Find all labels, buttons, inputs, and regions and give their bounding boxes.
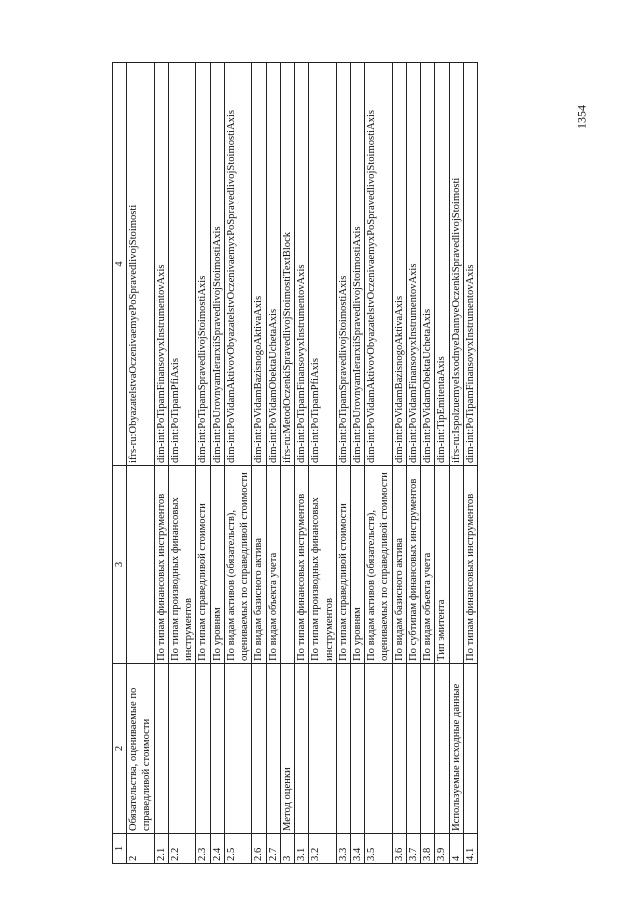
table-row	[295, 63, 309, 864]
table-row	[365, 63, 392, 864]
dimension-cell	[127, 466, 154, 664]
item-name-cell	[463, 664, 477, 834]
row-number-cell: 3.5	[365, 834, 392, 864]
element-code-cell: dim-int:PoTipamPfiAxis	[309, 63, 336, 466]
row-number-cell: 2	[127, 834, 154, 864]
table-row	[252, 63, 266, 864]
element-code-cell: dim-int:PoVidamFinansovyxInstrumentovAxis	[406, 63, 420, 466]
dimension-cell: По уровням	[350, 466, 364, 664]
row-number-cell: 3.6	[392, 834, 406, 864]
dimension-cell: По типам справедливой стоимости	[196, 466, 210, 664]
element-code-cell: dim-int:PoVidamObektaUchetaAxis	[421, 63, 435, 466]
table-row	[127, 63, 154, 864]
row-number-cell: 2.5	[224, 834, 251, 864]
row-number-cell: 3.7	[406, 834, 420, 864]
table-row	[435, 63, 449, 864]
table-row	[196, 63, 210, 864]
element-code-cell: dim-int:PoTipamFinansovyxInstrumentovAxis	[295, 63, 309, 466]
column-header: 4	[113, 63, 127, 466]
element-code-cell: dim-int:PoVidamAktivovObyazatelstvOczenivaemyxPoSpravedlivojStoimostiAxis	[224, 63, 251, 466]
dimension-cell: По типам финансовых инструментов	[154, 466, 168, 664]
row-number-cell: 4	[449, 834, 463, 864]
row-number-cell: 3	[280, 834, 294, 864]
element-code-cell: dim-int:PoVidamBazisnogoAktivaAxis	[252, 63, 266, 466]
element-code-cell: dim-int:PoTipamPfiAxis	[168, 63, 195, 466]
item-name-cell: Обязательства, оцениваемые по справедливой стоимости	[127, 664, 154, 834]
column-header: 1	[113, 834, 127, 864]
item-name-cell	[406, 664, 420, 834]
table-row	[168, 63, 195, 864]
dimension-cell: По видам активов (обязательств), оцениваемых по справедливой стоимости	[365, 466, 392, 664]
dimension-cell: По типам справедливой стоимости	[336, 466, 350, 664]
item-name-cell	[435, 664, 449, 834]
row-number-cell: 2.2	[168, 834, 195, 864]
row-number-cell: 3.9	[435, 834, 449, 864]
item-name-cell	[252, 664, 266, 834]
item-name-cell	[154, 664, 168, 834]
item-name-cell	[210, 664, 224, 834]
row-number-cell: 3.4	[350, 834, 364, 864]
rotated-table-frame	[112, 62, 554, 864]
item-name-cell	[224, 664, 251, 834]
table-row	[406, 63, 420, 864]
dimension-cell	[449, 466, 463, 664]
dimension-cell: По типам производных финансовых инструментов	[309, 466, 336, 664]
table-row	[280, 63, 294, 864]
row-number-cell: 3.1	[295, 834, 309, 864]
item-name-cell	[365, 664, 392, 834]
page-number	[572, 72, 592, 162]
element-code-cell: ifrs-ru:ObyazatelstvaOczenivaemyePoSpravedlivojStoimosti	[127, 63, 154, 466]
item-name-cell	[295, 664, 309, 834]
element-code-cell: dim-int:PoUrovnyamIerarxiiSpravedlivojStoimostiAxis	[350, 63, 364, 466]
table-row	[336, 63, 350, 864]
item-name-cell: Используемые исходные данные	[449, 664, 463, 834]
dimension-cell: По субтипам финансовых инструментов	[406, 466, 420, 664]
table-row	[210, 63, 224, 864]
row-number-cell: 2.4	[210, 834, 224, 864]
table-header-row	[113, 63, 127, 864]
item-name-cell	[421, 664, 435, 834]
table-row	[224, 63, 251, 864]
row-number-cell: 3.8	[421, 834, 435, 864]
table-row	[421, 63, 435, 864]
element-code-cell: ifrs-ru:IspolzuemyeIsxodnyeDannyeOczenkiSpravedlivojStoimosti	[449, 63, 463, 466]
column-header: 3	[113, 466, 127, 664]
item-name-cell	[309, 664, 336, 834]
dimension-cell: По видам объекта учета	[266, 466, 280, 664]
element-code-cell: dim-int:PoTipamSpravedlivojStoimostiAxis	[336, 63, 350, 466]
element-code-cell: dim-int:PoTipamSpravedlivojStoimostiAxis	[196, 63, 210, 466]
table-row	[449, 63, 463, 864]
element-code-cell: dim-int:TipEmitentaAxis	[435, 63, 449, 466]
row-number-cell: 4.1	[463, 834, 477, 864]
data-table	[112, 62, 478, 864]
row-number-cell: 2.1	[154, 834, 168, 864]
dimension-cell	[280, 466, 294, 664]
item-name-cell	[392, 664, 406, 834]
rotated-table-content	[112, 62, 554, 864]
table-row	[463, 63, 477, 864]
row-number-cell: 2.7	[266, 834, 280, 864]
item-name-cell	[168, 664, 195, 834]
element-code-cell: dim-int:PoVidamBazisnogoAktivaAxis	[392, 63, 406, 466]
element-code-cell: dim-int:PoTipamFinansovyxInstrumentovAxis	[154, 63, 168, 466]
item-name-cell	[350, 664, 364, 834]
column-header: 2	[113, 664, 127, 834]
table-body	[127, 63, 478, 864]
table-row	[350, 63, 364, 864]
dimension-cell: По видам базисного актива	[252, 466, 266, 664]
dimension-cell: По видам объекта учета	[421, 466, 435, 664]
table-row	[266, 63, 280, 864]
row-number-cell: 2.6	[252, 834, 266, 864]
row-number-cell: 2.3	[196, 834, 210, 864]
table-row	[392, 63, 406, 864]
element-code-cell: dim-int:PoVidamAktivovObyazatelstvOczenivaemyxPoSpravedlivojStoimostiAxis	[365, 63, 392, 466]
element-code-cell: dim-int:PoVidamObektaUchetaAxis	[266, 63, 280, 466]
page-number-text: 1354	[574, 105, 589, 129]
element-code-cell: dim-int:PoUrovnyamIerarxiiSpravedlivojStoimostiAxis	[210, 63, 224, 466]
row-number-cell: 3.2	[309, 834, 336, 864]
dimension-cell: По типам финансовых инструментов	[463, 466, 477, 664]
item-name-cell	[196, 664, 210, 834]
item-name-cell	[266, 664, 280, 834]
dimension-cell: По видам активов (обязательств), оцениваемых по справедливой стоимости	[224, 466, 251, 664]
dimension-cell: По видам базисного актива	[392, 466, 406, 664]
element-code-cell: dim-int:PoTipamFinansovyxInstrumentovAxis	[463, 63, 477, 466]
table-row	[309, 63, 336, 864]
item-name-cell	[336, 664, 350, 834]
dimension-cell: По типам производных финансовых инструментов	[168, 466, 195, 664]
item-name-cell: Метод оценки	[280, 664, 294, 834]
table-row	[154, 63, 168, 864]
row-number-cell: 3.3	[336, 834, 350, 864]
dimension-cell: Тип эмитента	[435, 466, 449, 664]
element-code-cell: ifrs-ru:MetodOczenkiSpravedlivojStoimostiTextBlock	[280, 63, 294, 466]
dimension-cell: По уровням	[210, 466, 224, 664]
dimension-cell: По типам финансовых инструментов	[295, 466, 309, 664]
